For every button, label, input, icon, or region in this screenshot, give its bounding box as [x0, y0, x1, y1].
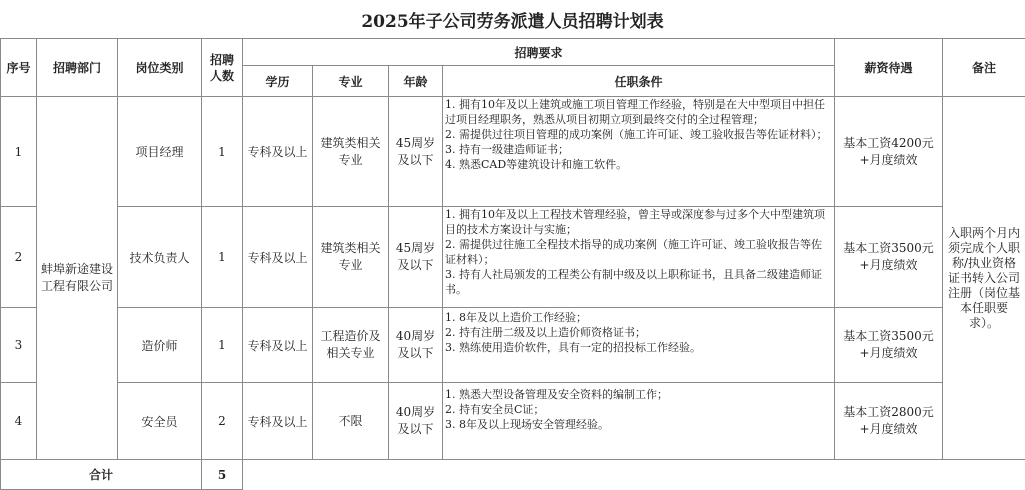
- condition-line: 1. 8年及以上造价工作经验；: [445, 310, 832, 325]
- row-seq: 4: [1, 383, 37, 460]
- row-age: 45周岁及以下: [389, 207, 443, 308]
- row-education: 专科及以上: [243, 97, 313, 207]
- total-count: 5: [202, 460, 243, 490]
- row-seq: 1: [1, 97, 37, 207]
- row-position: 安全员: [118, 383, 202, 460]
- row-major: 工程造价及相关专业: [313, 308, 389, 383]
- dept-name: 蚌埠新途建设工程有限公司: [37, 97, 118, 460]
- header-major: 专业: [313, 66, 389, 97]
- row-salary: 基本工资4200元+月度绩效: [835, 97, 943, 207]
- header-education: 学历: [243, 66, 313, 97]
- row-conditions: [443, 308, 835, 383]
- condition-line: 3. 熟练使用造价软件，具有一定的招投标工作经验。: [445, 340, 832, 355]
- condition-line: 2. 持有注册二级及以上造价师资格证书；: [445, 325, 832, 340]
- row-conditions: [443, 97, 835, 207]
- row-age: 40周岁及以下: [389, 308, 443, 383]
- header-salary: 薪资待遇: [835, 39, 943, 97]
- row-conditions: [443, 383, 835, 460]
- table-row: [1, 97, 1025, 207]
- condition-line: 1. 拥有10年及以上工程技术管理经验，曾主导或深度参与过多个大中型建筑项目的技术方案设计与实施；: [445, 207, 832, 237]
- condition-line: 3. 持有一级建造师证书；: [445, 142, 832, 157]
- row-position: 项目经理: [118, 97, 202, 207]
- condition-line: 1. 拥有10年及以上建筑或施工项目管理工作经验，特别是在大中型项目中担任过项目经理职务，熟悉从项目初期立项到最终交付的全过程管理；: [445, 97, 832, 127]
- total-row: [1, 460, 1025, 490]
- row-count: 1: [202, 97, 243, 207]
- row-seq: 3: [1, 308, 37, 383]
- row-education: 专科及以上: [243, 308, 313, 383]
- header-age: 年龄: [389, 66, 443, 97]
- page-title: 2025年子公司劳务派遣人员招聘计划表: [0, 0, 1025, 39]
- condition-line: 3. 8年及以上现场安全管理经验。: [445, 417, 832, 432]
- header-position: 岗位类别: [118, 39, 202, 97]
- header-seq: 序号: [1, 39, 37, 97]
- row-conditions: [443, 207, 835, 308]
- condition-line: 2. 持有安全员C证；: [445, 402, 832, 417]
- condition-line: 4. 熟悉CAD等建筑设计和施工软件。: [445, 157, 832, 172]
- row-salary: 基本工资3500元+月度绩效: [835, 207, 943, 308]
- total-label: 合计: [1, 460, 202, 490]
- condition-line: 3. 持有人社局颁发的工程类公有制中级及以上职称证书，且具备二级建造师证书。: [445, 267, 832, 297]
- condition-line: 1. 熟悉大型设备管理及安全资料的编制工作；: [445, 387, 832, 402]
- recruitment-table: [0, 38, 1025, 490]
- condition-line: 2. 需提供过往施工全程技术指导的成功案例（施工许可证、竣工验收报告等佐证材料）；: [445, 237, 832, 267]
- table-row: [1, 383, 1025, 460]
- header-count: 招聘人数: [202, 39, 243, 97]
- row-salary: 基本工资2800元+月度绩效: [835, 383, 943, 460]
- row-seq: 2: [1, 207, 37, 308]
- row-major: 建筑类相关专业: [313, 207, 389, 308]
- row-age: 45周岁及以下: [389, 97, 443, 207]
- row-position: 技术负责人: [118, 207, 202, 308]
- condition-line: 2. 需提供过往项目管理的成功案例（施工许可证、竣工验收报告等佐证材料）；: [445, 127, 832, 142]
- row-education: 专科及以上: [243, 383, 313, 460]
- row-count: 1: [202, 207, 243, 308]
- table-row: [1, 207, 1025, 308]
- header-conditions: 任职条件: [443, 66, 835, 97]
- header-requirements: 招聘要求: [243, 39, 835, 66]
- header-remarks: 备注: [943, 39, 1025, 97]
- table-row: [1, 308, 1025, 383]
- row-count: 2: [202, 383, 243, 460]
- row-age: 40周岁及以下: [389, 383, 443, 460]
- row-major: 建筑类相关专业: [313, 97, 389, 207]
- row-position: 造价师: [118, 308, 202, 383]
- row-count: 1: [202, 308, 243, 383]
- row-major: 不限: [313, 383, 389, 460]
- row-education: 专科及以上: [243, 207, 313, 308]
- total-blank: [243, 460, 1025, 490]
- row-salary: 基本工资3500元+月度绩效: [835, 308, 943, 383]
- header-dept: 招聘部门: [37, 39, 118, 97]
- remarks-note: 入职两个月内须完成个人职称/执业资格证书转入公司注册（岗位基本任职要求）。: [943, 97, 1025, 460]
